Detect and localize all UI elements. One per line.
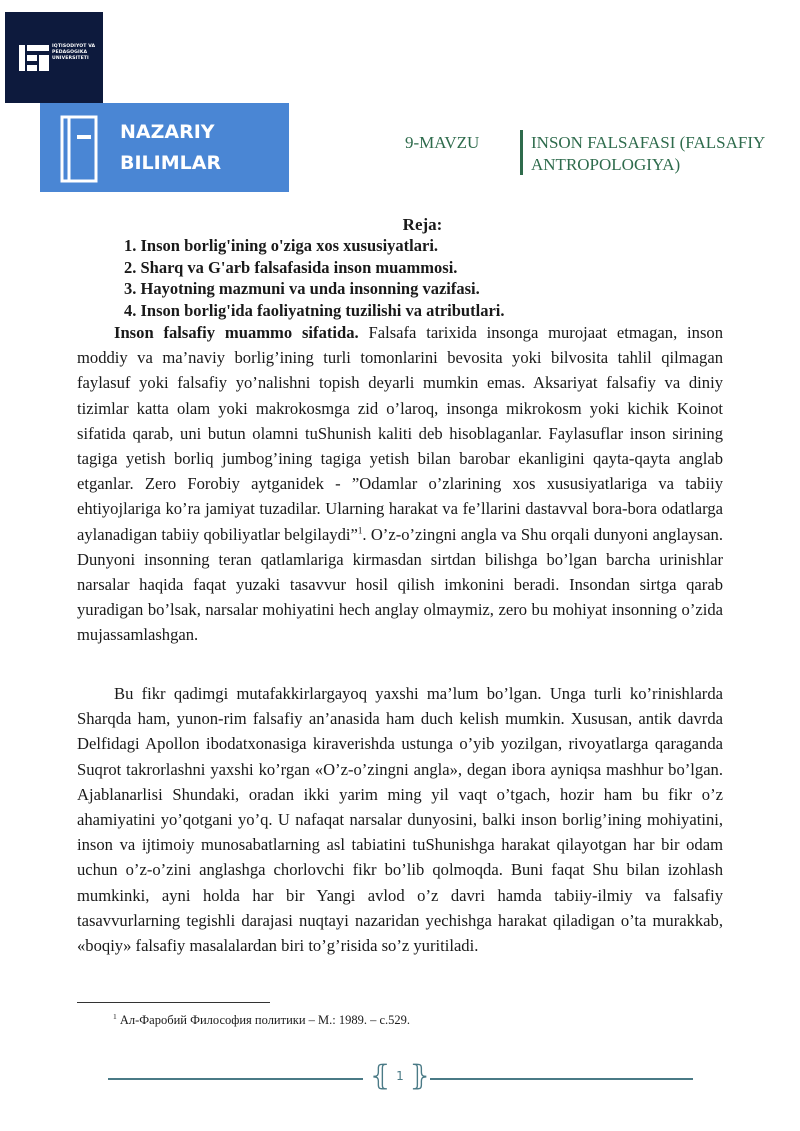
topic-divider: [520, 130, 523, 175]
footer-rule-right: [430, 1078, 693, 1080]
badge-line: BILIMLAR: [120, 152, 222, 174]
book-icon: [60, 115, 98, 183]
bracket-open-icon: ⦃: [370, 1059, 391, 1092]
footer-rule-left: [108, 1078, 363, 1080]
footnote: [113, 1012, 410, 1028]
topic-title: [531, 132, 800, 176]
badge-line: NAZARIY: [120, 121, 215, 143]
footnote-separator: [77, 1002, 270, 1003]
section-badge-label: [120, 117, 221, 179]
university-name-line: IQTISODIYOT VA: [52, 44, 96, 49]
page-number-box: [370, 1059, 430, 1092]
paragraph-text: Falsafa tarixida insonga murojaat etmagan, inson moddiy va ma’naviy borlig’ining turli tomonlarini bevosita yoki bilvosita tahlil qilmagan faylasuf yoki falsafiy yo’nalishni topish deyarli mumkin emas. Aksariyat falsafiy va diniy tizimlar katta olam yoki makrokosmga zid o’laroq, insonga mikrokosm yoki kichik Koinot sifatida qarab, uni butun olamni tuShunish kaliti deb hisoblaganlar. Faylasuflar inson sirining tagiga yetish borliq jumbog’ining tagiga yetish bilan barobar ekanligini qayta-qayta anglab etganlar. Zero Forobiy aytganidek - ”Odamlar o’zlarining xos xususiyatlariga va tabiiy ehtiyojlariga ko’ra jamiyat tuzadilar. Ularning harakat va fe’llarini dastavval bora-bora odatlarga aylanadigan tabiiy qobiliyatlar belgilaydi”: [77, 323, 723, 544]
plan-item: 1. Inson borlig'ining o'ziga xos xususiyatlari.: [124, 236, 439, 255]
university-name-line: UNIVERSITETI: [52, 56, 89, 61]
university-name: [52, 44, 102, 62]
plan-item: 4. Inson borlig'ida faoliyatning tuzilishi va atributlari.: [124, 300, 505, 320]
plan-item: 3. Hayotning mazmuni va unda insonning vazifasi.: [124, 279, 480, 298]
paragraph-text: . O’z-o’zingni angla va Shu orqali dunyoni anglaysan. Dunyoni insonning teran qatlamlariga kirmasdan sirtdan bilishga bo’lgan barcha urinishlar narsalar haqida faqat yuzaki tasavvur hosil qilish imkonini beradi. Insondan sirtga qarab yuradigan bo’lsak, narsalar mohiyatini hech anglay olmaymiz, zero bu mohiyat insonning o’zida mujassamlashgan.: [77, 524, 724, 645]
university-logo: [5, 12, 103, 103]
plan-item: 2. Sharq va G'arb falsafasida inson muammosi.: [124, 257, 458, 277]
plan-list: [124, 235, 504, 321]
paragraph-1: [77, 320, 723, 648]
topic-title-line: ANTROPOLOGIYA): [531, 155, 681, 174]
section-badge: [40, 103, 289, 192]
topic-title-line: INSON FALSAFASI (FALSAFIY: [531, 133, 766, 152]
footnote-reference[interactable]: 1: [357, 525, 363, 536]
footnote-marker: 1: [113, 1011, 117, 1021]
university-logo-icon: [19, 45, 49, 71]
paragraph-2: Bu fikr qadimgi mutafakkirlargayoq yaxshi ma’lum bo’lgan. Unga turli ko’rinishlarda Sharqda ham, yunon-rim falsafiy an’anasida ham duch kelish mumkin. Xususan, antik davrda Delfidagi Apollon ibodatxonasiga kiraverishda ustunga o’yib yozilgan, rivoyatlarga qaraganda Suqrot takrorlashni yaxshi ko’rgan «O’z-o’zingni angla», degan ibora ayniqsa mashhur bo’lgan. Ajablanarlisi Shundaki, oradan ikki yarim ming yil vaqt o’tgach, hozir ham bu fikr o’z ahamiyatini yo’qotgani yo’q. U nafaqat narsalar dunyosini, balki inson borlig’ining mohiyatini, inson va ijtimoiy munosabatlarning asl tabiatini tuShunishga harakat qilayotgan har bir odam uchun o’z-o’zini anglashga chorlovchi fikr bo’lib qolmoqda. Buni faqat Shu bilan izohlash mumkinki, ayni holda har bir Yangi avlod o’z davri hamda tabiiy-ilmiy va falsafiy tasavvurlarning tegishli darajasi nuqtayi nazaridan yechishga harakat qiladigan o’ta murakkab, «boqiy» falsafiy masalalardan biri to’g’risida so’z yuritiladi.: [77, 684, 723, 956]
page-number: 1: [396, 1069, 404, 1083]
university-name-line: PEDAGOGIKA: [52, 50, 88, 55]
plan-title: Reja:: [402, 215, 443, 234]
bracket-close-icon: ⦄: [409, 1059, 430, 1092]
footnote-text: Ал-Фаробий Философия политики – М.: 1989. – с.529.: [116, 1013, 411, 1027]
paragraph-lead: Inson falsafiy muammo sifatida.: [114, 323, 359, 342]
topic-number: 9-MAVZU: [405, 133, 480, 152]
page-footer: [108, 1059, 693, 1092]
